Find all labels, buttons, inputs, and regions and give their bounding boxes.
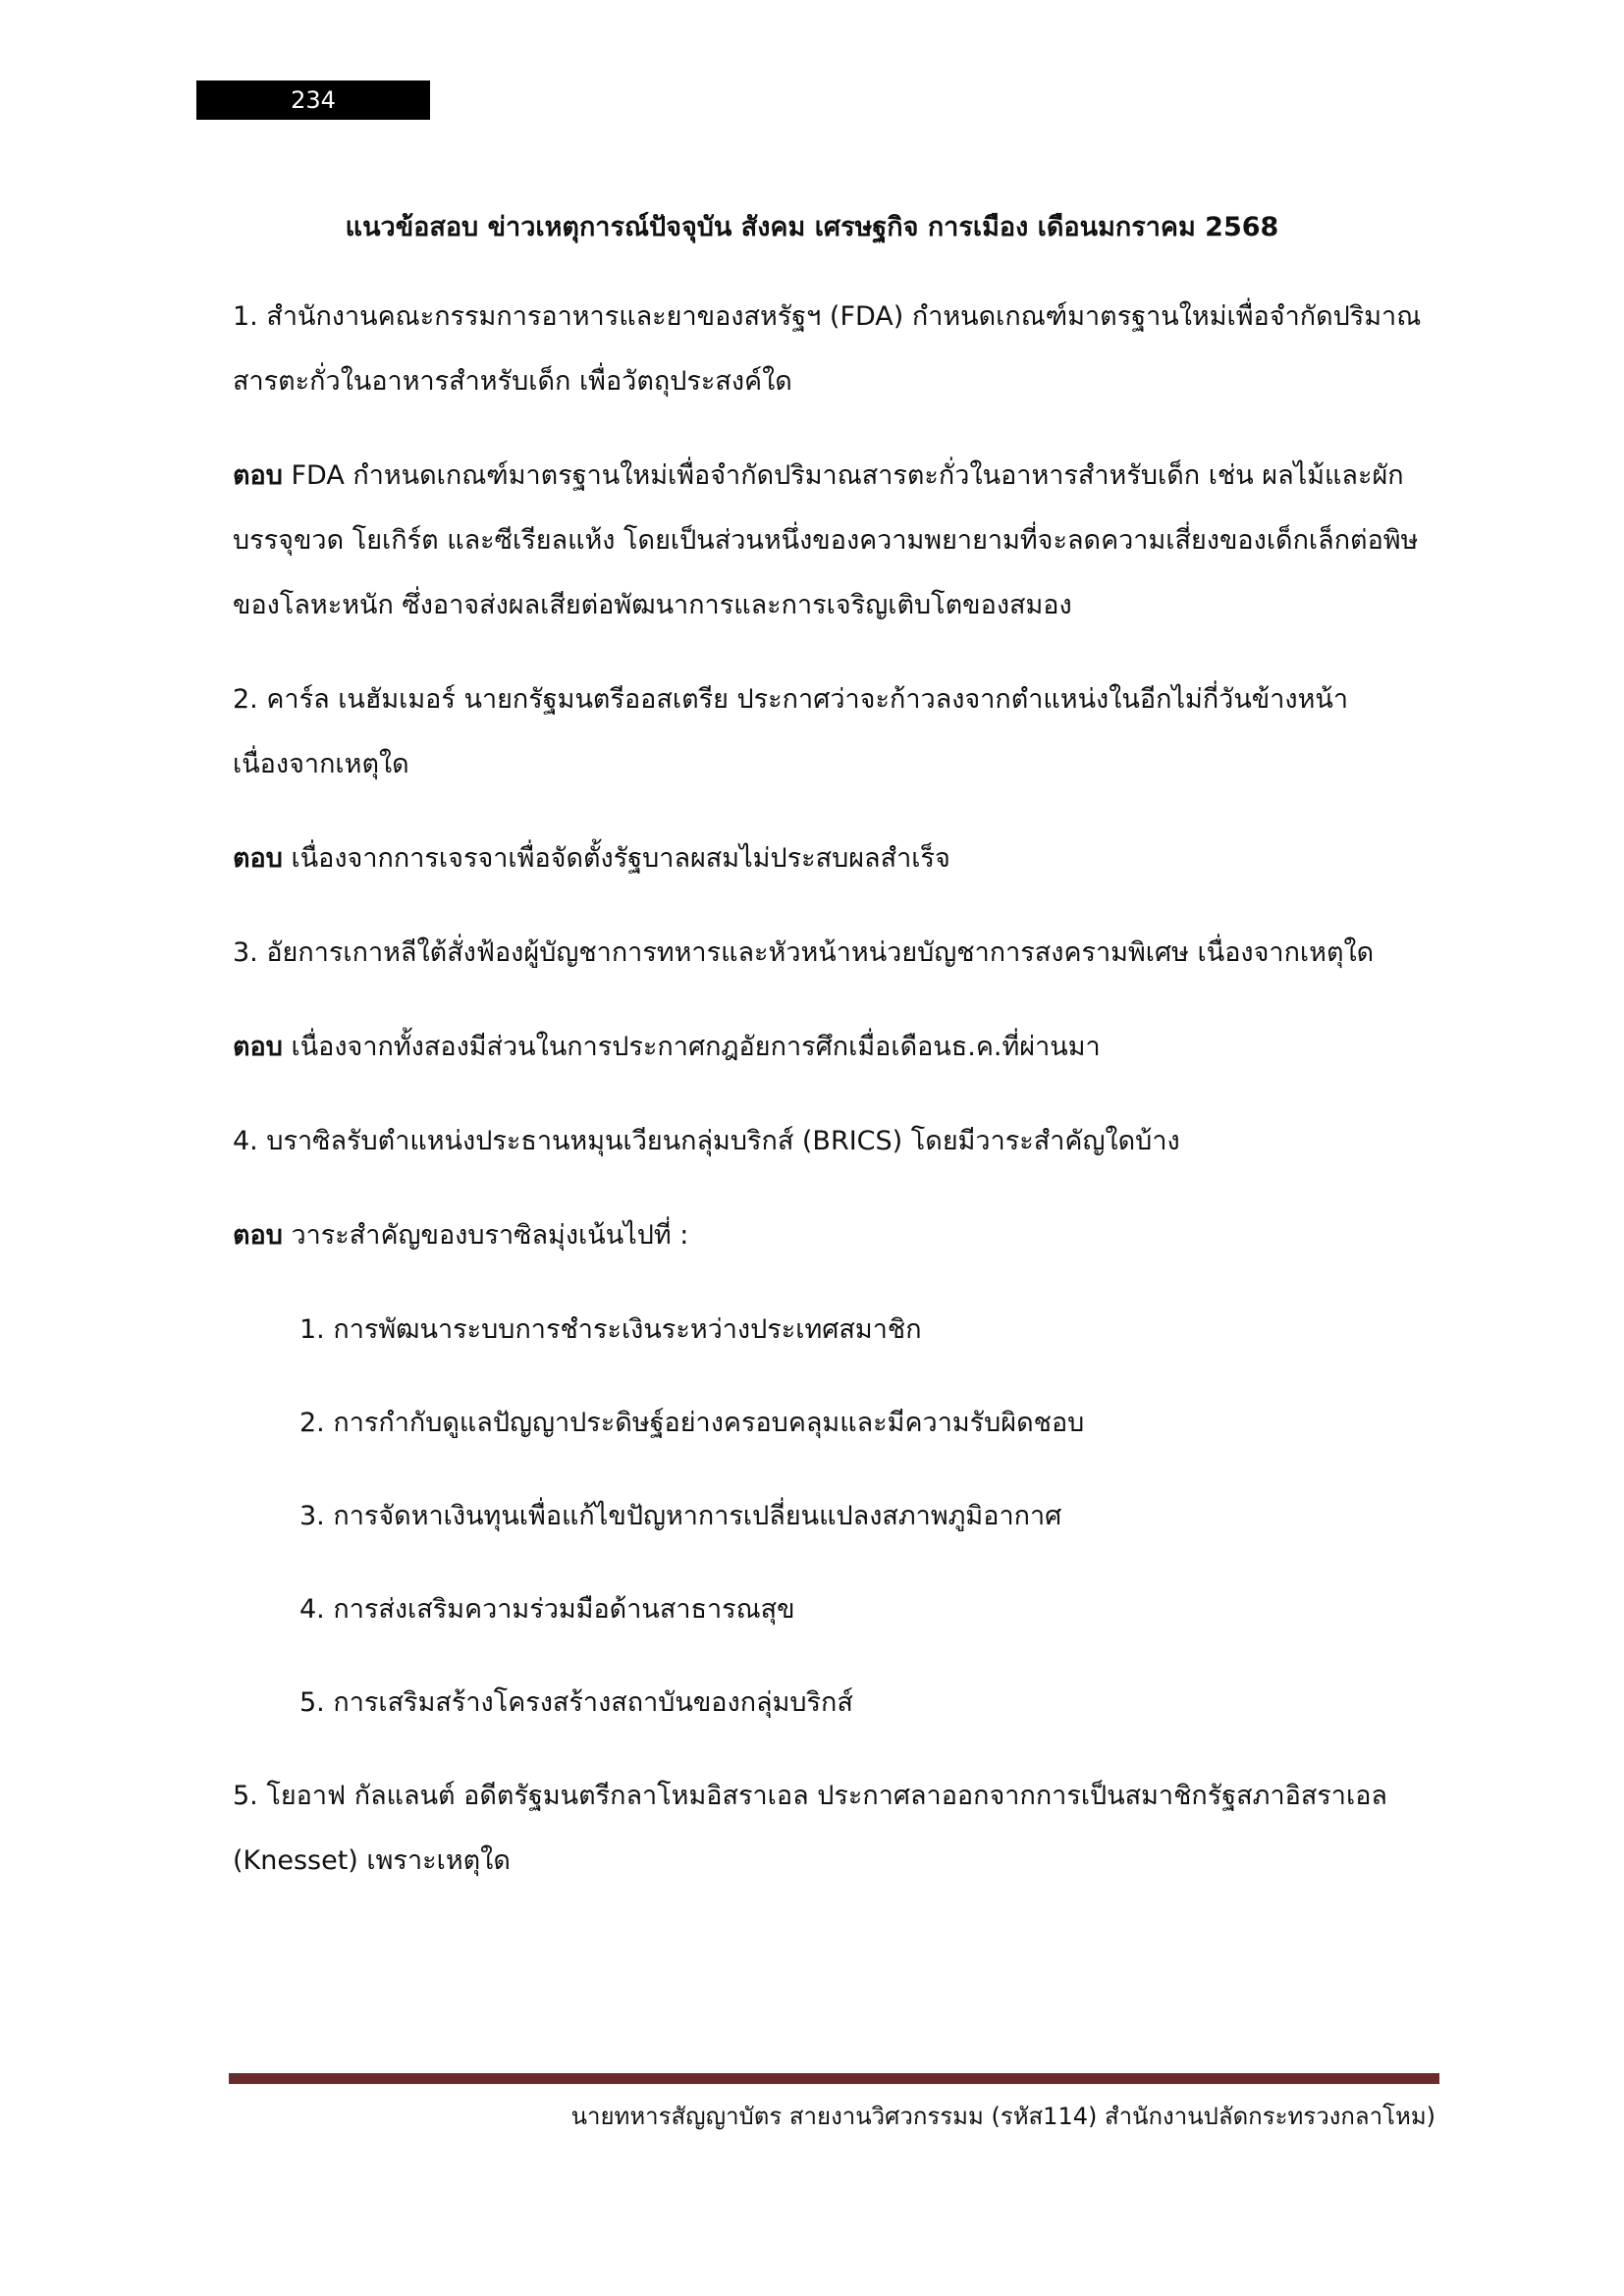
answer-4-text: วาระสำคัญของบราซิลมุ่งเน้นไปที่ :	[282, 1220, 689, 1251]
document-body	[233, 285, 1435, 1923]
footer-text: นายทหารสัญญาบัตร สายงานวิศวกรรมม (รหัส114) สำนักงานปลัดกระทรวงกลาโหม)	[570, 2103, 1435, 2130]
list-item: 2. การกำกับดูแลปัญญาประดิษฐ์อย่างครอบคลุมและมีความรับผิดชอบ	[299, 1408, 1085, 1438]
answer-label: ตอบ	[233, 460, 283, 491]
question-3: 3. อัยการเกาหลีใต้สั่งฟ้องผู้บัญชาการทหารและหัวหน้าหน่วยบัญชาการสงครามพิเศษ เนื่องจากเหตุใด	[233, 937, 1375, 968]
page-title: แนวข้อสอบ ข่าวเหตุการณ์ปัจจุบัน สังคม เศรษฐกิจ การเมือง เดือนมกราคม 2568	[345, 212, 1279, 242]
answer-1-text: FDA กำหนดเกณฑ์มาตรฐานใหม่เพื่อจำกัดปริมาณสารตะกั่วในอาหารสำหรับเด็ก เช่น ผลไม้และผักบรรจุขวด โยเกิร์ต และซีเรียลแห้ง โดยเป็นส่วนหนึ่งของความพยายามที่จะลดความเสี่ยงของเด็กเล็กต่อพิษของโลหะหนัก ซึ่งอาจส่งผลเสียต่อพัฒนาการและการเจริญเติบโตของสมอง	[233, 460, 1419, 620]
footer-divider	[229, 2073, 1439, 2084]
answer-2	[233, 827, 1435, 891]
answer-label: ตอบ	[233, 1220, 283, 1251]
answer-3	[233, 1015, 1435, 1080]
question-2: 2. คาร์ล เนฮัมเมอร์ นายกรัฐมนตรีออสเตรีย ประกาศว่าจะก้าวลงจากตำแหน่งในอีกไม่กี่วันข้างหน้าเนื่องจากเหตุใด	[233, 684, 1349, 779]
question-4: 4. บราซิลรับตำแหน่งประธานหมุนเวียนกลุ่มบริกส์ (BRICS) โดยมีวาระสำคัญใดบ้าง	[233, 1126, 1180, 1156]
list-item: 4. การส่งเสริมความร่วมมือด้านสาธารณสุข	[299, 1594, 795, 1625]
answer-1	[233, 444, 1435, 638]
list-item: 1. การพัฒนาระบบการชำระเงินระหว่างประเทศสมาชิก	[299, 1314, 922, 1345]
answer-label: ตอบ	[233, 1032, 283, 1062]
question-1: 1. สำนักงานคณะกรรมการอาหารและยาของสหรัฐฯ (FDA) กำหนดเกณฑ์มาตรฐานใหม่เพื่อจำกัดปริมาณสารตะกั่วในอาหารสำหรับเด็ก เพื่อวัตถุประสงค์ใด	[233, 301, 1422, 397]
answer-4	[233, 1203, 1435, 1268]
answer-3-text: เนื่องจากทั้งสองมีส่วนในการประกาศกฎอัยการศึกเมื่อเดือนธ.ค.ที่ผ่านมา	[282, 1032, 1101, 1062]
answer-2-text: เนื่องจากการเจรจาเพื่อจัดตั้งรัฐบาลผสมไม่ประสบผลสำเร็จ	[282, 843, 950, 874]
answer-label: ตอบ	[233, 843, 283, 874]
answer-4-list	[233, 1298, 1435, 1735]
page-number: 234	[196, 80, 430, 120]
list-item: 3. การจัดหาเงินทุนเพื่อแก้ไขปัญหาการเปลี่ยนแปลงสภาพภูมิอากาศ	[299, 1501, 1062, 1531]
question-5: 5. โยอาฟ กัลแลนต์ อดีตรัฐมนตรีกลาโหมอิสราเอล ประกาศลาออกจากการเป็นสมาชิกรัฐสภาอิสราเอล (Knesset) เพราะเหตุใด	[233, 1781, 1387, 1876]
list-item: 5. การเสริมสร้างโครงสร้างสถาบันของกลุ่มบริกส์	[299, 1687, 853, 1718]
